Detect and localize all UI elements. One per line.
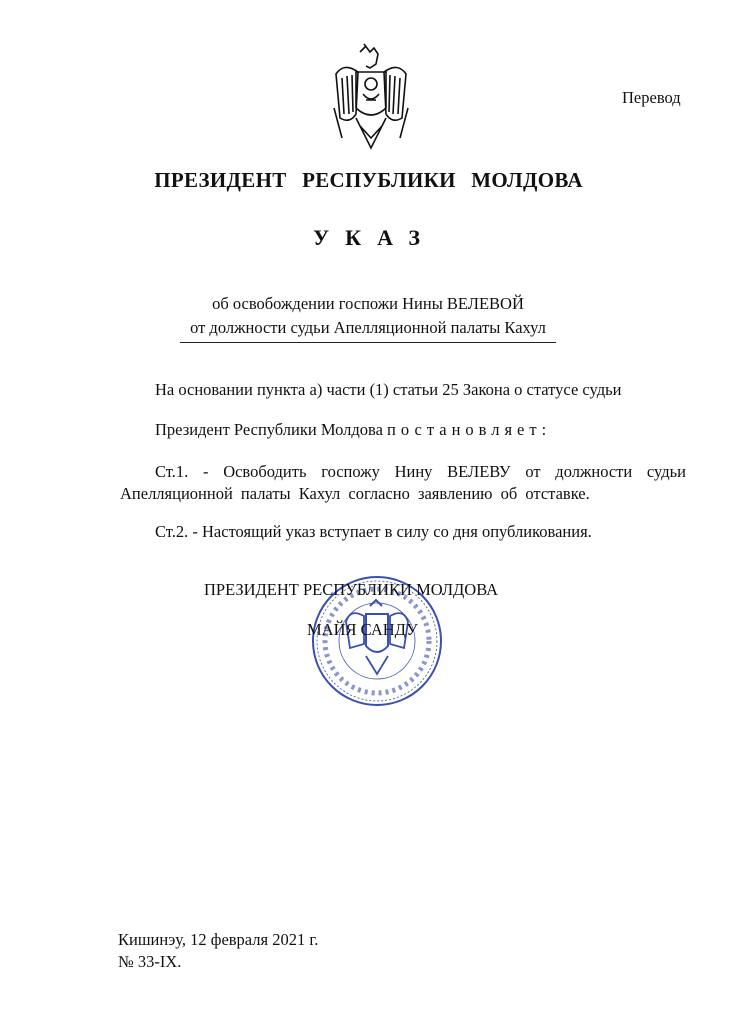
article-1: Ст.1. - Освободить госпожу Нину ВЕЛЕВУ от должности судьи Апелляционной палаты Кахул согласно заявлению об отставке. [120,462,686,503]
place-and-date: Кишинэу, 12 февраля 2021 г. [118,930,319,949]
decree-number: № 33-IX. [118,952,182,971]
decrees-clause [155,420,551,440]
subject-line-1: об освобождении госпожи Нины ВЕЛЕВОЙ [212,294,524,313]
translation-label: Перевод [622,88,681,107]
subject-line-2: от должности судьи Апелляционной палаты Кахул [190,318,546,337]
decree-subject [180,292,556,343]
decrees-word: постановляет: [387,420,552,439]
document-type: УКАЗ [312,225,437,250]
decrees-prefix: Президент Республики Молдова [155,420,383,439]
document-heading: ПРЕЗИДЕНТ РЕСПУБЛИКИ МОЛДОВА [154,168,583,192]
article-2: Ст.2. - Настоящий указ вступает в силу со дня опубликования. [155,522,592,541]
legal-basis: На основании пункта а) части (1) статьи 25 Закона о статусе судьи [155,380,622,399]
signatory-name: МАЙЯ САНДУ [307,620,418,639]
coat-of-arms-icon [330,38,412,156]
signatory-title: ПРЕЗИДЕНТ РЕСПУБЛИКИ МОЛДОВА [204,580,499,599]
